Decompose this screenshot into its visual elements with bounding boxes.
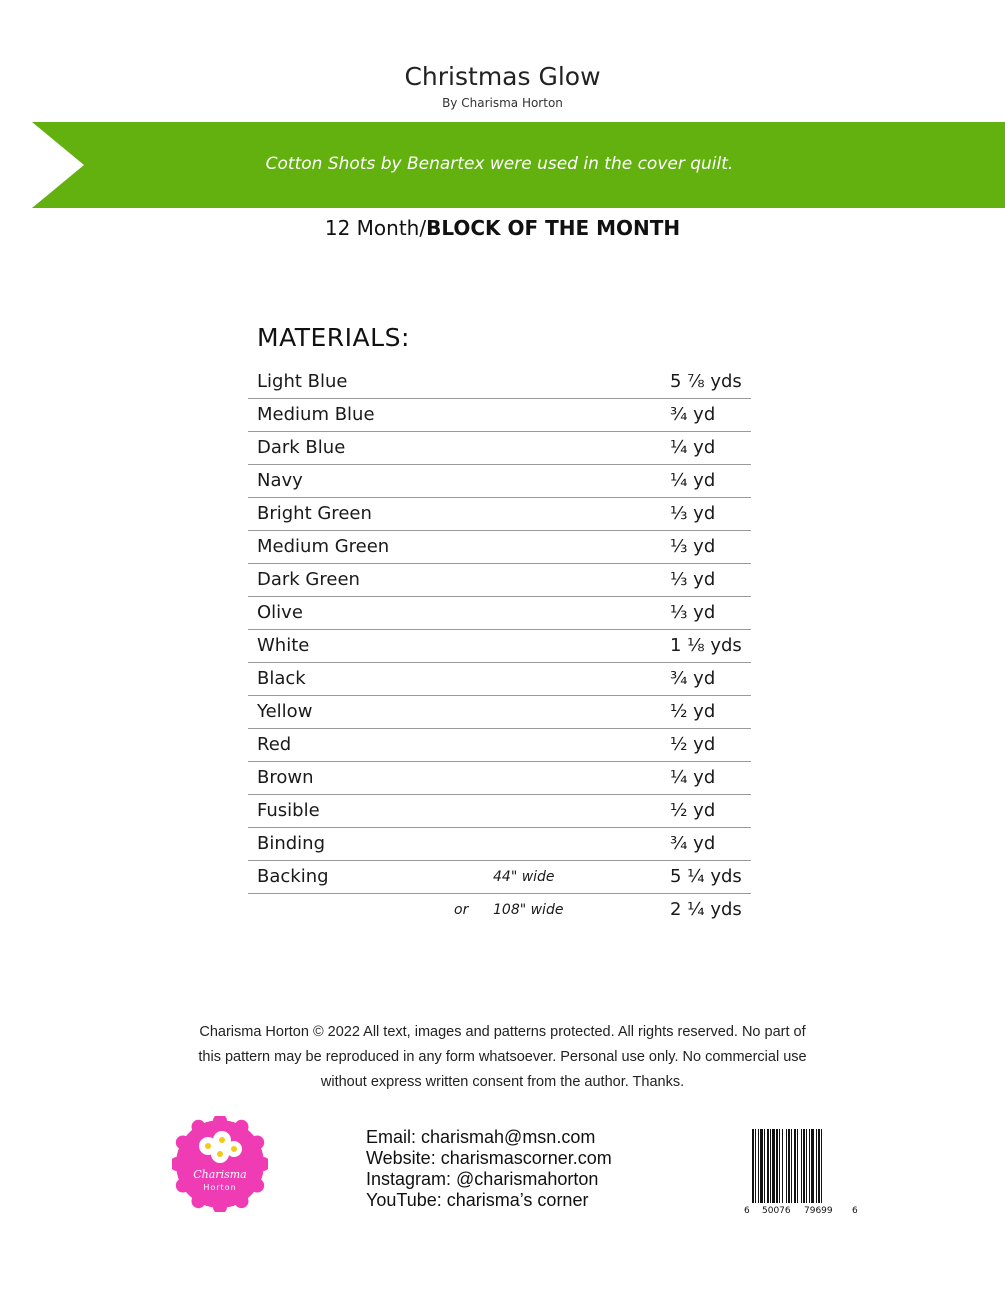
material-name: Light Blue	[257, 371, 348, 392]
barcode-bar	[809, 1129, 810, 1203]
material-name: Brown	[257, 767, 314, 788]
banner-text: Cotton Shots by Benartex were used in the cover quilt.	[265, 154, 734, 174]
material-name: Binding	[257, 833, 326, 854]
barcode-bar	[786, 1129, 787, 1203]
materials-row	[248, 366, 751, 399]
materials-row	[248, 630, 751, 663]
material-name: White	[257, 635, 310, 656]
contact-instagram: Instagram: @charismahorton	[366, 1169, 599, 1189]
charisma-horton-logo	[172, 1116, 268, 1212]
barcode-bar	[803, 1129, 805, 1203]
materials-row	[248, 597, 751, 630]
materials-row	[248, 861, 751, 894]
materials-row	[248, 696, 751, 729]
material-quantity: ⅓ yd	[670, 602, 716, 623]
material-quantity: ⅓ yd	[670, 569, 716, 590]
materials-row	[248, 564, 751, 597]
material-quantity: ¼ yd	[670, 437, 716, 458]
barcode-bar	[811, 1129, 814, 1203]
copyright-notice: Charisma Horton © 2022 All text, images and patterns protected. All rights reserved. No part of this pattern may be reproduced in any form whatsoever. Personal use only. No commercial use without express written consent from the author. Thanks.	[198, 1024, 807, 1090]
material-quantity: ⅓ yd	[670, 536, 716, 557]
barcode	[742, 1127, 862, 1217]
material-quantity: 2 ¼ yds	[670, 899, 742, 920]
subtitle-bold: BLOCK OF THE MONTH	[426, 216, 681, 240]
scalloped-badge	[172, 1116, 268, 1212]
materials-row	[248, 399, 751, 432]
barcode-bar	[797, 1129, 798, 1203]
contact-email: Email: charismah@msn.com	[366, 1127, 596, 1147]
barcode-bar	[791, 1129, 792, 1203]
backing-width-note: 108" wide	[493, 902, 564, 918]
author-byline: By Charisma Horton	[442, 96, 563, 110]
material-quantity: ½ yd	[670, 734, 716, 755]
material-name: Medium Green	[257, 536, 390, 557]
barcode-bar	[788, 1129, 790, 1203]
materials-heading: MATERIALS:	[257, 323, 410, 352]
material-quantity: ¾ yd	[670, 404, 716, 425]
material-quantity: 5 ⅞ yds	[670, 371, 742, 392]
barcode-bar	[772, 1129, 775, 1203]
material-quantity: ⅓ yd	[670, 503, 716, 524]
material-name: Dark Blue	[257, 437, 346, 458]
material-quantity: ½ yd	[670, 800, 716, 821]
material-quantity: ¼ yd	[670, 767, 716, 788]
materials-row	[248, 762, 751, 795]
material-name: Bright Green	[257, 503, 372, 524]
material-quantity: ¾ yd	[670, 668, 716, 689]
material-quantity: ½ yd	[670, 701, 716, 722]
barcode-digit-left: 6	[744, 1206, 750, 1216]
materials-row	[248, 498, 751, 531]
barcode-bar	[801, 1129, 802, 1203]
barcode-bar	[816, 1129, 817, 1203]
barcode-digit-right: 6	[852, 1206, 858, 1216]
material-name: Black	[257, 668, 306, 689]
barcode-bar	[818, 1129, 820, 1203]
material-name: Olive	[257, 602, 303, 623]
program-subtitle	[0, 216, 1005, 240]
logo-name-line2: Horton	[203, 1183, 237, 1192]
materials-row	[248, 531, 751, 564]
barcode-bar	[806, 1129, 807, 1203]
material-name: Backing	[257, 866, 329, 887]
material-quantity: 5 ¼ yds	[670, 866, 742, 887]
materials-row	[248, 432, 751, 465]
barcode-bar	[752, 1129, 754, 1203]
barcode-digits-group1: 50076	[762, 1206, 791, 1216]
barcode-bar	[755, 1129, 756, 1203]
backing-or-label: or	[454, 902, 469, 918]
material-name: Medium Blue	[257, 404, 375, 425]
barcode-bar	[794, 1129, 796, 1203]
materials-row	[248, 465, 751, 498]
barcode-digits-group2: 79699	[804, 1206, 833, 1216]
barcode-bar	[821, 1129, 822, 1203]
barcode-bar	[760, 1129, 763, 1203]
material-quantity: ¼ yd	[670, 470, 716, 491]
barcode-bar	[758, 1129, 759, 1203]
barcode-bars	[752, 1129, 822, 1203]
material-quantity: 1 ⅛ yds	[670, 635, 742, 656]
material-name: Yellow	[257, 701, 313, 722]
materials-row	[248, 795, 751, 828]
material-name: Fusible	[257, 800, 320, 821]
barcode-bar	[764, 1129, 765, 1203]
material-name: Red	[257, 734, 292, 755]
materials-row	[248, 828, 751, 861]
contact-website: Website: charismascorner.com	[366, 1148, 612, 1168]
material-name: Navy	[257, 470, 303, 491]
barcode-bar	[770, 1129, 771, 1203]
material-name: Dark Green	[257, 569, 360, 590]
subtitle-prefix: 12 Month/	[324, 216, 427, 240]
materials-table	[248, 366, 751, 926]
page-title: Christmas Glow	[404, 62, 601, 91]
contact-info	[366, 1127, 612, 1211]
material-quantity: ¾ yd	[670, 833, 716, 854]
barcode-bar	[779, 1129, 780, 1203]
barcode-bar	[776, 1129, 778, 1203]
materials-row	[248, 729, 751, 762]
barcode-bar	[767, 1129, 769, 1203]
logo-name-line1: Charisma	[193, 1168, 247, 1181]
contact-youtube: YouTube: charisma’s corner	[366, 1190, 589, 1210]
barcode-bar	[782, 1129, 783, 1203]
backing-width-note: 44" wide	[493, 869, 555, 885]
materials-row	[248, 663, 751, 696]
materials-row	[248, 894, 751, 926]
